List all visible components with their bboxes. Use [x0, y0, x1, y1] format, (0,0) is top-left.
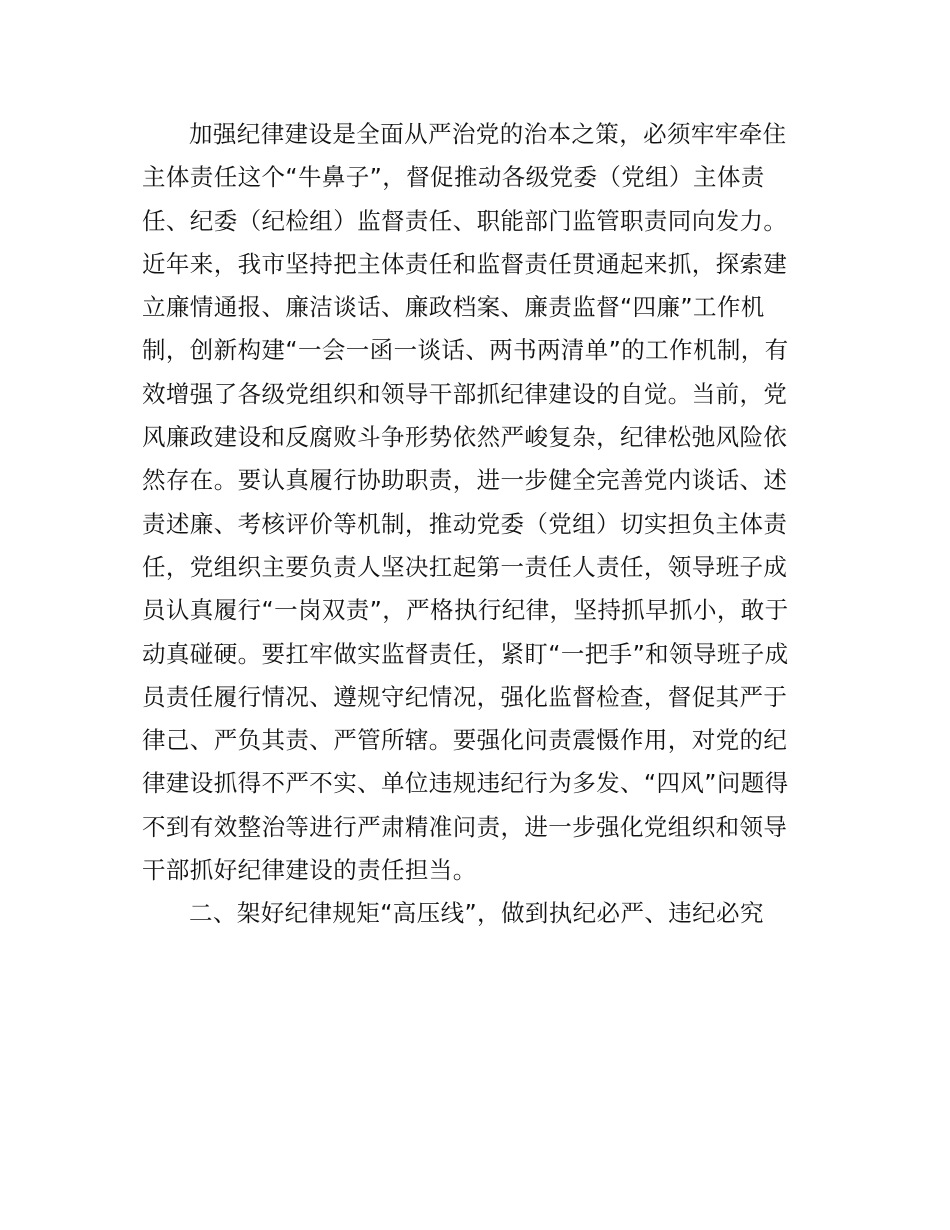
paragraph-line: 制，创新构建“一会一函一谈话、两书两清单”的工作机制，有: [142, 336, 789, 365]
paragraph-line: 不到有效整治等进行严肃精准问责，进一步强化党组织和领导: [142, 812, 788, 841]
paragraph-line: 任，党组织主要负责人坚决扛起第一责任人责任，领导班子成: [142, 552, 788, 581]
paragraph-line: 律己、严负其责、严管所辖。要强化问责震慑作用，对党的纪: [142, 726, 788, 755]
document-body: [142, 113, 822, 936]
paragraph-line: 风廉政建设和反腐败斗争形势依然严峻复杂，纪律松弛风险依: [142, 423, 788, 452]
paragraph-line: 立廉情通报、廉洁谈话、廉政档案、廉责监督“四廉”工作机: [142, 293, 765, 322]
paragraph-line: 干部抓好纪律建设的责任担当。: [142, 856, 477, 885]
paragraph-line: 任、纪委（纪检组）监督责任、职能部门监管职责同向发力。: [142, 206, 788, 235]
paragraph-line: 动真碰硬。要扛牢做实监督责任，紧盯“一把手”和领导班子成: [142, 639, 789, 668]
paragraph-line: 然存在。要认真履行协助职责，进一步健全完善党内谈话、述: [142, 466, 788, 495]
paragraph-line: 近年来，我市坚持把主体责任和监督责任贯通起来抓，探索建: [142, 249, 788, 278]
paragraph-line: 责述廉、考核评价等机制，推动党委（党组）切实担负主体责: [142, 509, 788, 538]
paragraph-line: 律建设抓得不严不实、单位违规违纪行为多发、“四风”问题得: [142, 769, 789, 798]
section-heading: 二、架好纪律规矩“高压线”，做到执纪必严、违纪必究: [189, 899, 764, 928]
paragraph-line: 效增强了各级党组织和领导干部抓纪律建设的自觉。当前，党: [142, 379, 788, 408]
paragraph-line: 加强纪律建设是全面从严治党的治本之策，必须牢牢牵住: [189, 120, 787, 148]
paragraph-line: 员认真履行“一岗双责”，严格执行纪律，坚持抓早抓小，敢于: [142, 596, 789, 625]
paragraph-line: 主体责任这个“牛鼻子”，督促推动各级党委（党组）主体责: [142, 163, 765, 192]
paragraph-line: 员责任履行情况、遵规守纪情况，强化监督检查，督促其严于: [142, 682, 788, 711]
